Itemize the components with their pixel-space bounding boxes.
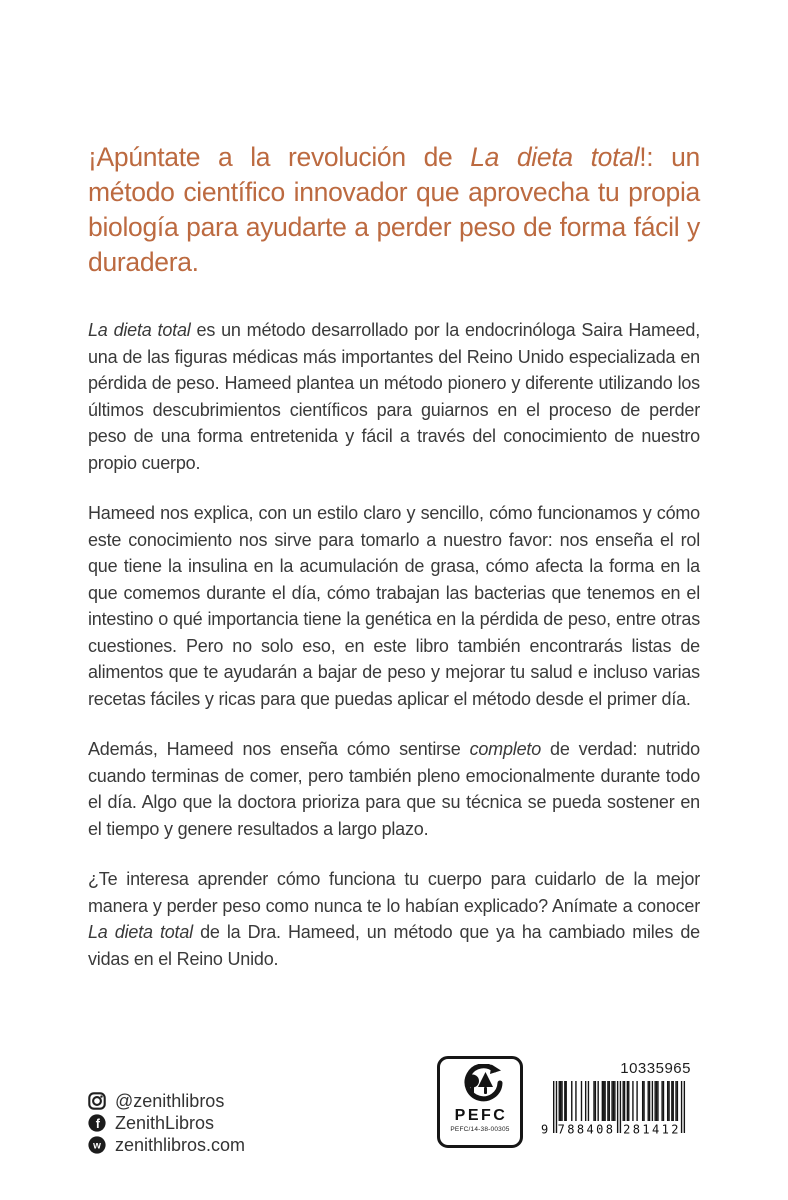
social-row-web bbox=[88, 1134, 245, 1156]
social-row-facebook bbox=[88, 1112, 245, 1134]
pefc-logo bbox=[437, 1056, 523, 1148]
paragraph-1 bbox=[88, 317, 700, 476]
barcode-number: 10335965 bbox=[620, 1060, 691, 1077]
text-segment: !: un método científico innovador que aprovecha tu propia biología para ayudarte a perder peso de forma fácil y duradera. bbox=[88, 142, 700, 277]
social-row-instagram bbox=[88, 1090, 245, 1112]
text-segment-italic: La dieta total bbox=[470, 142, 640, 172]
paragraph-3 bbox=[88, 736, 700, 842]
svg-text:f: f bbox=[95, 1116, 100, 1131]
text-segment: ¿Te interesa aprender cómo funciona tu cuerpo para cuidarlo de la mejor manera y perder peso como nunca te lo habían explicado? Anímate a conocer bbox=[88, 869, 700, 916]
pefc-certificate-code: PEFC/14-38-00305 bbox=[450, 1126, 510, 1133]
isbn-right-digits: 281412 bbox=[623, 1122, 681, 1137]
pefc-trees-icon bbox=[457, 1064, 503, 1106]
instagram-icon bbox=[88, 1092, 106, 1110]
text-segment: de la Dra. Hameed, un método que ya ha cambiado miles de vidas en el Reino Unido. bbox=[88, 922, 700, 969]
text-segment: Hameed nos explica, con un estilo claro y sencillo, cómo funcionamos y cómo este conocimiento nos sirve para tomarlo a nuestro favor: nos enseña el rol que tiene la insulina en la acumulación de grasa, cómo afecta la forma en la que comemos durante el día, cómo trabajan las bacterias que tenemos en el intestino o qué importancia tiene la genética en la pérdida de peso, entre otras cuestiones. Pero no solo eso, en este libro también encontrarás listas de alimentos que te ayudarán a bajar de peso y mejorar tu salud e incluso varias recetas fáciles y ricas para que puedas aplicar el método desde el primer día. bbox=[88, 503, 700, 709]
text-segment: Además, Hameed nos enseña cómo sentirse bbox=[88, 739, 470, 759]
social-handle: ZenithLibros bbox=[115, 1112, 215, 1133]
blurb bbox=[88, 140, 700, 972]
facebook-icon bbox=[88, 1114, 106, 1132]
web-icon bbox=[88, 1136, 106, 1154]
social-handle: zenithlibros.com bbox=[115, 1134, 246, 1155]
headline bbox=[88, 140, 700, 280]
barcode-svg bbox=[541, 1081, 685, 1137]
text-segment-italic: La dieta total bbox=[88, 320, 191, 340]
social-handle: @zenithlibros bbox=[115, 1090, 225, 1111]
barcode-block bbox=[542, 1060, 692, 1135]
isbn-prefix-digit: 9 bbox=[541, 1122, 551, 1137]
text-segment: de verdad: nutrido cuando terminas de comer, pero también pleno emocionalmente durante todo el día. Algo que la doctora prioriza para que su técnica se pueda sostener en el tiempo y genere resultados a largo plazo. bbox=[88, 739, 700, 839]
svg-text:w: w bbox=[93, 1140, 101, 1152]
text-segment: es un método desarrollado por la endocrinóloga Saira Hameed, una de las figuras médicas más importantes del Reino Unido especializada en pérdida de peso. Hameed plantea un método pionero y diferente utilizando los últimos descubrimientos científicos para guiarnos en el proceso de perder peso de una forma entretenida y fácil a través del conocimiento de nuestro propio cuerpo. bbox=[88, 320, 700, 473]
text-segment: ¡Apúntate a la revolución de bbox=[88, 142, 471, 172]
paragraph-4 bbox=[88, 866, 700, 972]
pefc-title: PEFC bbox=[454, 1107, 508, 1124]
social-block bbox=[88, 1090, 245, 1156]
text-segment-italic: completo bbox=[469, 739, 541, 759]
text-segment-italic: La dieta total bbox=[88, 922, 193, 942]
isbn-left-digits: 788408 bbox=[557, 1122, 616, 1137]
paragraph-2 bbox=[88, 500, 700, 712]
